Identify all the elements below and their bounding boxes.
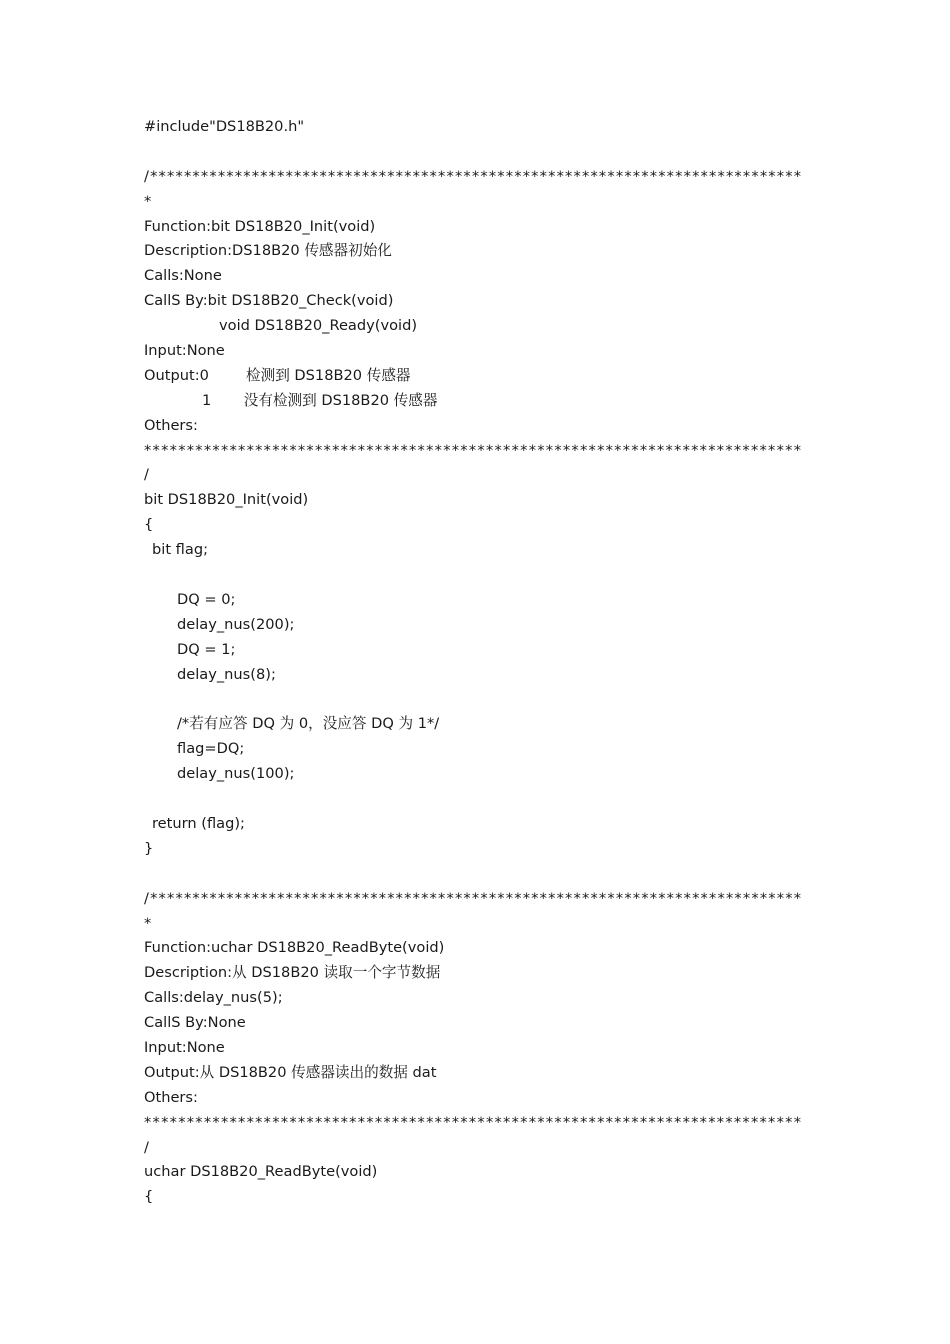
code-line: {	[144, 516, 154, 534]
code-line: Output:从 DS18B20 传感器读出的数据 dat	[144, 1063, 437, 1081]
code-line: {	[144, 1188, 154, 1206]
code-line: Description:从 DS18B20 读取一个字节数据	[144, 964, 441, 982]
blank-line	[144, 140, 814, 165]
code-line: DQ = 0;	[177, 590, 236, 608]
code-line: void DS18B20_Ready(void)	[219, 317, 418, 335]
code-line: /*****************************************************************************	[144, 167, 803, 185]
blank-line	[144, 862, 814, 887]
code-line: delay_nus(100);	[177, 765, 295, 783]
blank-line	[144, 563, 814, 588]
code-line: bit flag;	[152, 541, 208, 559]
code-line: Input:None	[144, 1038, 225, 1056]
code-line: /*若有应答 DQ 为 0，没应答 DQ 为 1*/	[177, 715, 440, 733]
blank-line	[144, 787, 814, 812]
code-line: Function:bit DS18B20_Init(void)	[144, 217, 376, 235]
code-line: uchar DS18B20_ReadByte(void)	[144, 1163, 378, 1181]
code-line: Others:	[144, 1088, 198, 1106]
code-line: *	[144, 192, 152, 210]
code-line: delay_nus(200);	[177, 615, 295, 633]
code-line: flag=DQ;	[177, 740, 245, 758]
code-line: Description:DS18B20 传感器初始化	[144, 242, 392, 260]
code-line: *****************************************************************************	[144, 441, 803, 459]
code-line: CallS By:bit DS18B20_Check(void)	[144, 292, 394, 310]
code-line: 1 没有检测到 DS18B20 传感器	[202, 391, 438, 409]
code-line: Output:0 检测到 DS18B20 传感器	[144, 366, 411, 384]
blank-line	[144, 687, 814, 712]
code-line: delay_nus(8);	[177, 665, 276, 683]
code-line: Calls:None	[144, 267, 222, 285]
code-line: return (flag);	[152, 814, 245, 832]
code-line: #include"DS18B20.h"	[144, 118, 305, 135]
code-line: bit DS18B20_Init(void)	[144, 491, 309, 509]
code-line: *****************************************************************************	[144, 1113, 803, 1131]
code-line: CallS By:None	[144, 1014, 246, 1032]
code-line: DQ = 1;	[177, 640, 236, 658]
code-line: Input:None	[144, 342, 225, 360]
code-listing	[144, 115, 814, 1210]
code-line: /	[144, 1138, 149, 1156]
code-line: Calls:delay_nus(5);	[144, 989, 283, 1007]
code-line: *	[144, 914, 152, 932]
code-line: Function:uchar DS18B20_ReadByte(void)	[144, 939, 445, 957]
code-line: /*****************************************************************************	[144, 889, 803, 907]
code-line: }	[144, 839, 154, 857]
code-line: /	[144, 466, 149, 484]
code-line: Others:	[144, 416, 198, 434]
